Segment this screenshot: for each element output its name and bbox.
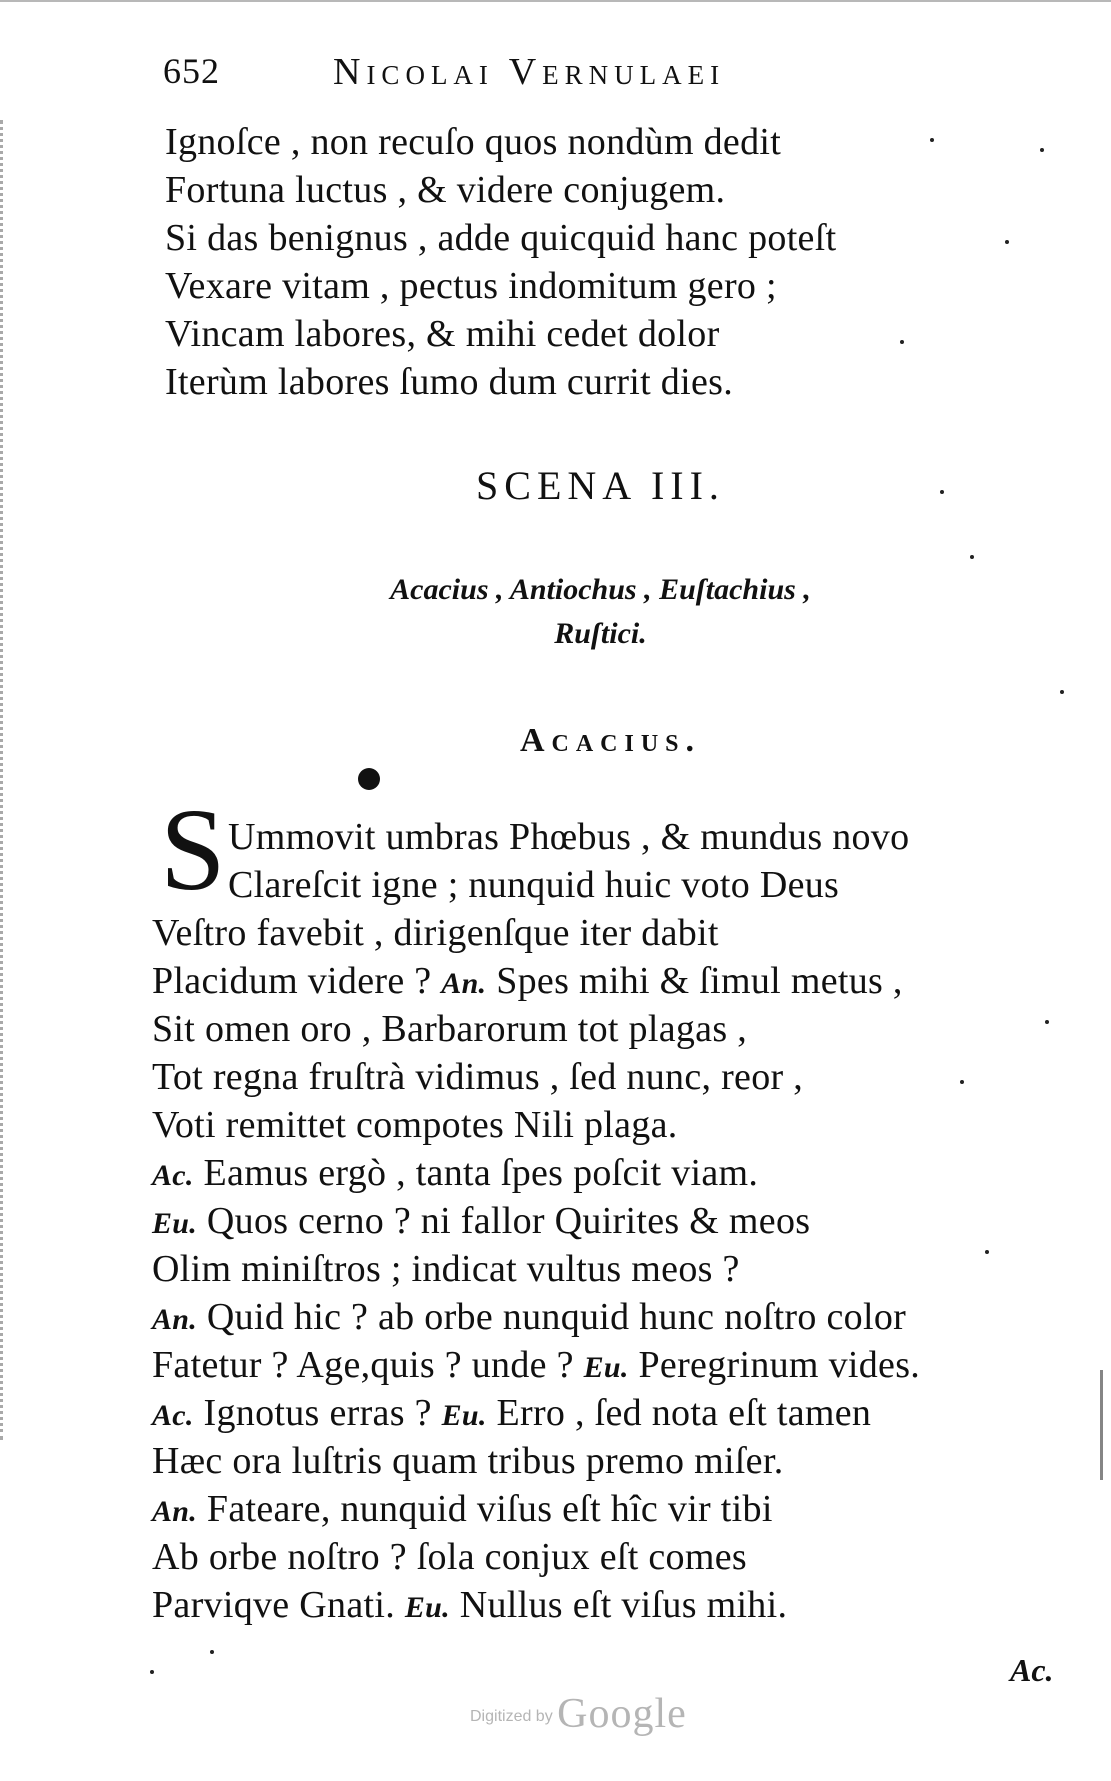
digitization-watermark xyxy=(470,1690,687,1738)
verse-text: Fateare, nunquid viſus eſt hîc vir tibi xyxy=(206,1488,773,1530)
ink-speck xyxy=(930,138,934,142)
verse-text: Parviqve Gnati. xyxy=(152,1584,396,1626)
ink-speck xyxy=(940,490,944,494)
verse-line xyxy=(152,1581,920,1629)
speaker-abbrev: Eu. xyxy=(152,1207,198,1240)
verse-line xyxy=(152,1341,920,1389)
catchword: Ac. xyxy=(1010,1652,1054,1688)
verse-text: Olim miniſtros ; indicat vultus meos ? xyxy=(152,1248,740,1290)
verse-line xyxy=(152,1533,920,1581)
ink-speck xyxy=(150,1670,154,1674)
verse-line: Si das benignus , adde quicquid hanc poteſt xyxy=(165,217,837,259)
verse-line xyxy=(152,861,920,909)
verse-text: Voti remittet compotes Nili plaga. xyxy=(152,1104,678,1146)
running-head xyxy=(163,50,943,102)
verse-line: Vexare vitam , pectus indomitum gero ; xyxy=(165,265,777,307)
ink-speck xyxy=(1040,148,1044,152)
speaker-name: Acacius. xyxy=(519,722,702,759)
speaker-abbrev: An. xyxy=(441,967,487,1000)
dramatis-personae xyxy=(0,568,1111,656)
ink-speck xyxy=(970,555,974,559)
verse-line xyxy=(152,909,920,957)
verse-line xyxy=(152,813,920,861)
verse-text: Erro , ſed nota eſt tamen xyxy=(496,1392,872,1434)
personae-line: Ruſtici. xyxy=(554,617,647,650)
personae-line: Acacius , Antiochus , Euſtachius , xyxy=(390,573,811,606)
ink-speck xyxy=(985,1250,989,1254)
verse-text: Ignotus erras ? xyxy=(203,1392,432,1434)
verse-line xyxy=(152,1293,920,1341)
watermark-prefix: Digitized by xyxy=(470,1708,553,1725)
verse-line: Ignoſce , non recuſo quos nondùm dedit xyxy=(165,121,782,163)
speaker-abbrev: An. xyxy=(152,1495,198,1528)
speaker-abbrev: Ac. xyxy=(152,1399,194,1432)
verse-text: Peregrinum vides. xyxy=(638,1344,921,1386)
verse-line xyxy=(152,1485,920,1533)
speaker-abbrev: Ac. xyxy=(152,1159,194,1192)
verse-text: Ab orbe noſtro ? ſola conjux eſt comes xyxy=(152,1536,747,1578)
ink-speck xyxy=(210,1650,214,1654)
verse-line: Fortuna luctus , & videre conjugem. xyxy=(165,169,726,211)
speaker-abbrev: Eu. xyxy=(404,1591,450,1624)
verse-text: Fatetur ? Age,quis ? unde ? xyxy=(152,1344,574,1386)
drop-cap: S xyxy=(160,784,226,915)
verse-block-main xyxy=(152,813,920,1629)
ink-speck xyxy=(1060,690,1064,694)
verse-text: Nullus eſt viſus mihi. xyxy=(459,1584,788,1626)
scene-title: SCENA III. xyxy=(476,463,725,508)
ink-speck xyxy=(1045,1020,1049,1024)
speaker-heading xyxy=(0,722,1111,760)
page-number: 652 xyxy=(163,51,220,91)
running-head-author: Nicolai Vernulaei xyxy=(333,51,726,93)
ink-speck xyxy=(900,340,904,344)
scene-heading xyxy=(0,462,1111,509)
verse-line xyxy=(152,1005,920,1053)
verse-line xyxy=(152,1053,920,1101)
verse-block-top xyxy=(165,118,836,406)
verse-text: Sit omen oro , Barbarorum tot plagas , xyxy=(152,1008,748,1050)
verse-text: Tot regna fruſtrà vidimus , ſed nunc, reor , xyxy=(152,1056,804,1098)
verse-text: Quid hic ? ab orbe nunquid hunc noſtro color xyxy=(206,1296,907,1338)
verse-text: Placidum videre ? xyxy=(152,960,432,1002)
ink-bullet-mark xyxy=(358,768,380,790)
verse-line xyxy=(152,1149,920,1197)
google-logo: Google xyxy=(557,1691,687,1737)
page-binding-edge xyxy=(0,120,11,1440)
verse-line xyxy=(152,957,920,1005)
page-top-edge xyxy=(0,0,1111,8)
verse-line xyxy=(152,1245,920,1293)
verse-line: Iterùm labores ſumo dum currit dies. xyxy=(165,361,733,403)
verse-text: Ummovit umbras Phœbus , & mundus novo xyxy=(228,816,910,858)
verse-text: Quos cerno ? ni fallor Quirites & meos xyxy=(206,1200,811,1242)
verse-text: Veſtro favebit , dirigenſque iter dabit xyxy=(152,912,719,954)
verse-text: Hæc ora luſtris quam tribus premo miſer. xyxy=(152,1440,784,1482)
page-right-edge-mark xyxy=(1100,1370,1103,1480)
speaker-abbrev: An. xyxy=(152,1303,198,1336)
speaker-abbrev: Eu. xyxy=(583,1351,629,1384)
verse-text: Clareſcit igne ; nunquid huic voto Deus xyxy=(228,864,840,906)
ink-speck xyxy=(960,1080,964,1084)
verse-text: Spes mihi & ſimul metus , xyxy=(496,960,903,1002)
ink-speck xyxy=(1005,240,1009,244)
verse-text: Eamus ergò , tanta ſpes poſcit viam. xyxy=(203,1152,759,1194)
verse-line xyxy=(152,1101,920,1149)
speaker-abbrev: Eu. xyxy=(441,1399,487,1432)
verse-line xyxy=(152,1389,920,1437)
verse-line xyxy=(152,1197,920,1245)
verse-line: Vincam labores, & mihi cedet dolor xyxy=(165,313,720,355)
verse-line xyxy=(152,1437,920,1485)
